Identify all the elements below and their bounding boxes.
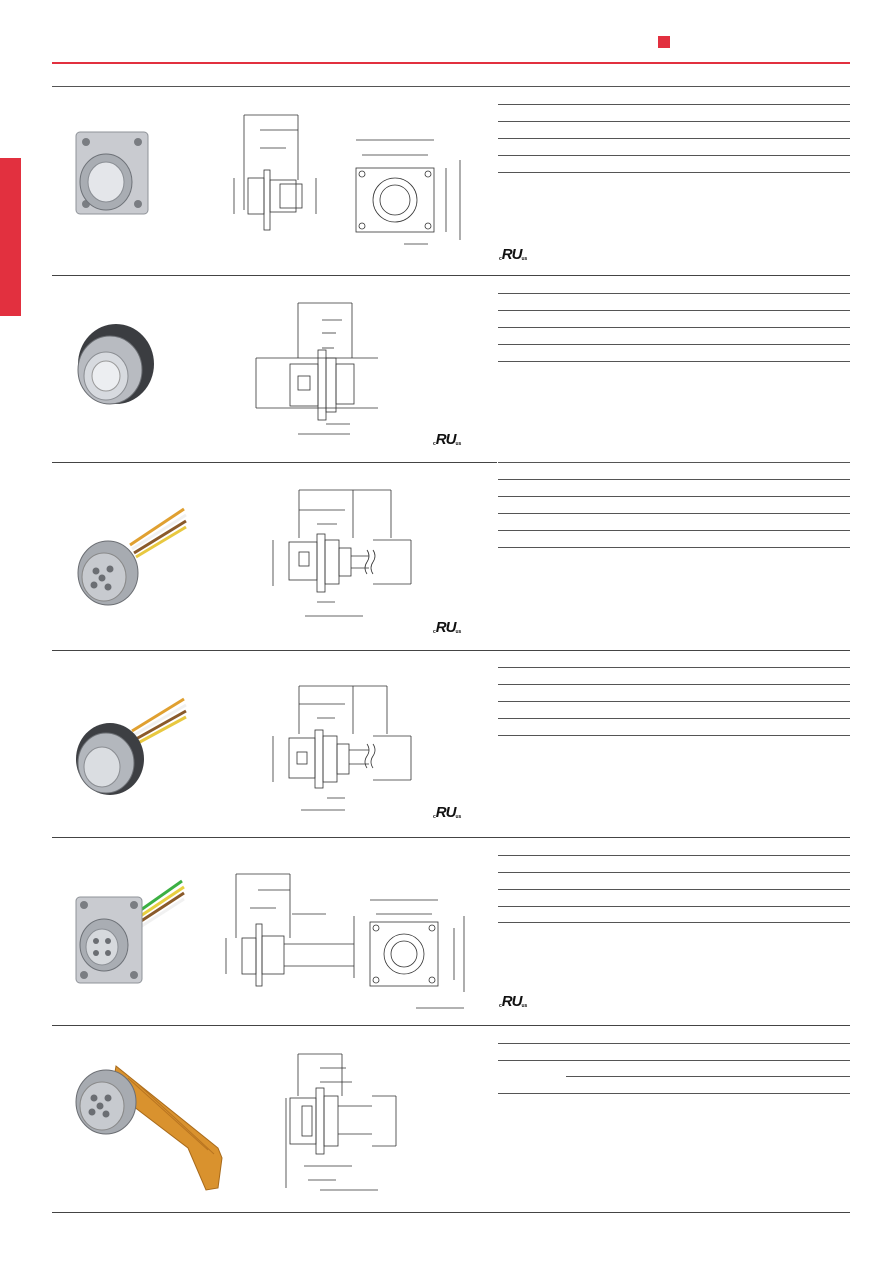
row-divider	[52, 462, 497, 463]
spec-rule	[498, 906, 850, 907]
spec-rule	[498, 1093, 850, 1094]
page-bottom-rule	[52, 1212, 850, 1213]
spec-rule	[498, 701, 850, 702]
square-flange-panel-receptacle-photo	[68, 120, 168, 230]
spec-rule	[498, 547, 850, 548]
spec-rule	[498, 462, 850, 463]
spec-rule	[498, 667, 850, 668]
spec-rule	[498, 684, 850, 685]
spec-rule	[498, 310, 850, 311]
square-flange-receptacle-with-leads-photo	[68, 875, 188, 995]
spec-rule	[498, 530, 850, 531]
spec-rule	[498, 718, 850, 719]
spec-rule	[498, 889, 850, 890]
spec-rule	[498, 1060, 850, 1061]
spec-rule	[498, 293, 850, 294]
row-divider	[52, 837, 850, 838]
male-receptacle-with-leads-photo	[70, 505, 190, 615]
cru-us-certification-mark: cRUus	[499, 993, 528, 1010]
female-receptacle-with-leads-drawing	[265, 672, 415, 812]
front-mount-receptacle-drawing	[250, 298, 380, 438]
spec-rule	[498, 1043, 850, 1044]
spec-rule	[498, 327, 850, 328]
spec-rule	[498, 496, 850, 497]
spec-rule	[498, 344, 850, 345]
cru-us-certification-mark: cRUus	[433, 431, 462, 448]
square-flange-receptacle-drawing	[228, 110, 468, 255]
female-receptacle-with-leads-photo	[70, 695, 190, 805]
spec-rule	[498, 922, 850, 923]
spec-rule	[498, 172, 850, 173]
spec-rule	[498, 855, 850, 856]
spec-rule	[498, 735, 850, 736]
row-divider	[52, 1025, 850, 1026]
section-side-tab	[0, 158, 21, 316]
receptacle-with-leads-drawing	[265, 484, 415, 622]
row-divider	[52, 275, 850, 276]
spec-rule	[498, 104, 850, 105]
header-red-rule	[52, 62, 850, 64]
cru-us-certification-mark: cRUus	[433, 804, 462, 821]
square-flange-with-leads-drawing	[220, 868, 468, 1013]
flex-ribbon-receptacle-drawing	[280, 1048, 400, 1193]
row-divider	[52, 650, 850, 651]
spec-rule	[498, 121, 850, 122]
spec-rule	[498, 138, 850, 139]
spec-rule	[498, 479, 850, 480]
spec-rule	[498, 872, 850, 873]
cru-us-certification-mark: cRUus	[499, 246, 528, 263]
spec-rule	[498, 361, 850, 362]
header-thin-rule	[52, 86, 850, 87]
cru-us-certification-mark: cRUus	[433, 619, 462, 636]
spec-rule	[498, 155, 850, 156]
receptacle-with-flex-ribbon-photo	[68, 1058, 233, 1193]
spec-rule	[566, 1076, 850, 1077]
spec-rule	[498, 513, 850, 514]
round-front-mount-receptacle-photo	[70, 318, 160, 418]
header-accent-square	[658, 36, 670, 48]
